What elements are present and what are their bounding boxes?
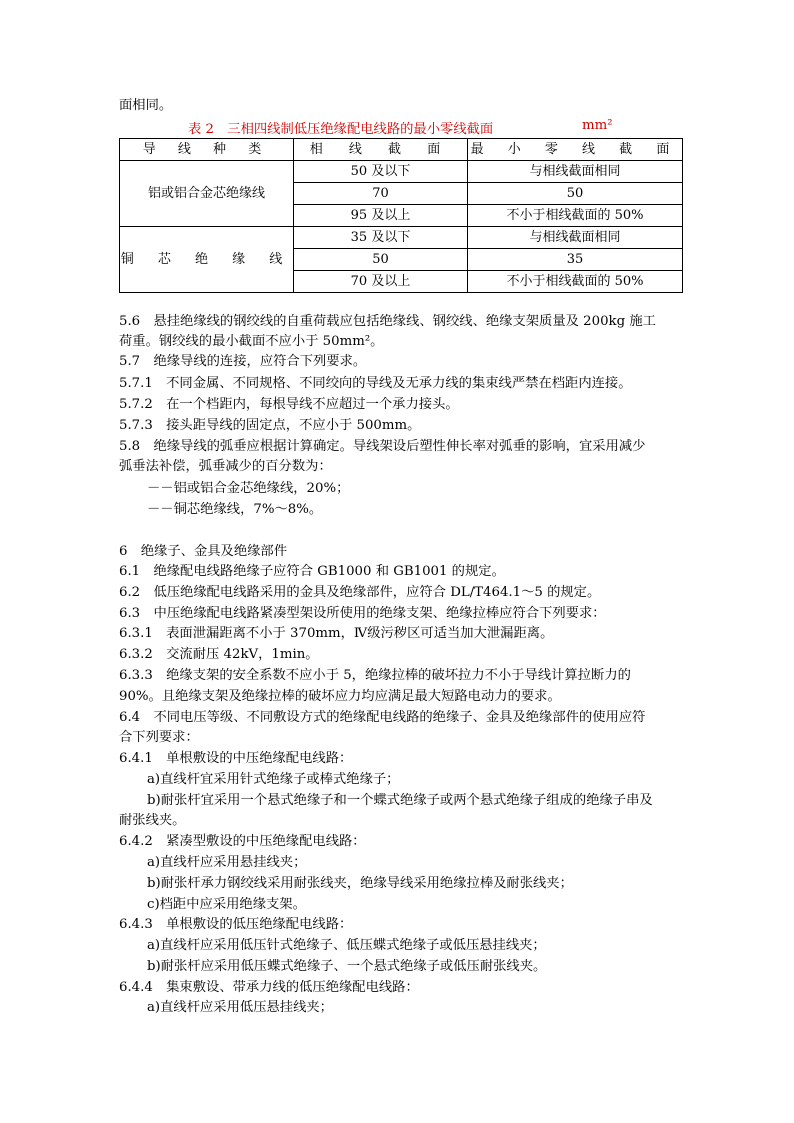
conductor-type-cell: 铜 芯 绝 缘 线 xyxy=(120,227,294,293)
paragraph-line: 6.2 低压绝缘配电线路采用的金具及绝缘部件，应符合 DL/T464.1～5 的规定。 xyxy=(119,585,601,600)
paragraph-line: 5.7.2 在一个档距内，每根导线不应超过一个承力接头。 xyxy=(119,397,459,412)
table-row xyxy=(120,161,683,183)
paragraph-line: 5.7.3 接头距导线的固定点，不应小于 500mm。 xyxy=(119,418,421,433)
paragraph-line: 6.4.2 紧凑型敷设的中压绝缘配电线路： xyxy=(119,834,366,849)
paragraph-line: b)耐张杆应采用低压蝶式绝缘子、一个悬式绝缘子或低压耐张线夹。 xyxy=(147,959,547,974)
paragraph-line: 6.1 绝缘配电线路绝缘子应符合 GB1000 和 GB1001 的规定。 xyxy=(119,564,505,579)
paragraph-line: 合下列要求： xyxy=(119,730,199,745)
paragraph-line: 6.4.4 集束敷设、带承力线的低压绝缘配电线路： xyxy=(119,980,419,995)
phase-section-cell: 95 及以上 xyxy=(294,205,468,227)
paragraph-line: b)耐张杆宜采用一个悬式绝缘子和一个蝶式绝缘子或两个悬式绝缘子组成的绝缘子串及 xyxy=(147,793,653,808)
paragraph-line: c)档距中应采用绝缘支架。 xyxy=(147,897,306,912)
phase-section-cell: 50 xyxy=(294,249,468,271)
paragraph-line: 弧垂法补偿，弧垂减少的百分数为： xyxy=(119,459,332,474)
paragraph-line: b)耐张杆承力钢绞线采用耐张线夹，绝缘导线采用绝缘拉棒及耐张线夹； xyxy=(147,876,573,891)
neutral-section-cell: 50 xyxy=(468,183,683,205)
paragraph-line: a)直线杆宜采用针式绝缘子或棒式绝缘子； xyxy=(147,772,400,787)
table-header-row xyxy=(120,139,683,161)
paragraph-line: 5.7.1 不同金属、不同规格、不同绞向的导线及无承力线的集束线严禁在档距内连接。 xyxy=(119,376,632,391)
neutral-section-cell: 不小于相线截面的 50% xyxy=(468,205,683,227)
neutral-section-cell: 不小于相线截面的 50% xyxy=(468,271,683,293)
paragraph-line: 5.8 绝缘导线的弧垂应根据计算确定。导线架设后塑性伸长率对弧垂的影响，宜采用减少 xyxy=(119,439,646,454)
paragraph-line: 6.4 不同电压等级、不同敷设方式的绝缘配电线路的绝缘子、金具及绝缘部件的使用应符 xyxy=(119,710,646,725)
phase-section-cell: 70 xyxy=(294,183,468,205)
paragraph-line: 5.6 悬挂绝缘线的钢绞线的自重荷载应包括绝缘线、钢绞线、绝缘支架质量及 200kg 施工 xyxy=(119,314,656,329)
paragraph-line: a)直线杆应采用低压悬挂线夹； xyxy=(147,1000,333,1015)
neutral-section-cell: 与相线截面相同 xyxy=(468,227,683,249)
paragraph-line: a)直线杆应采用悬挂线夹； xyxy=(147,855,307,870)
header-phase-section: 相 线 截 面 xyxy=(294,139,468,161)
phase-section-cell: 70 及以上 xyxy=(294,271,468,293)
min-neutral-section-table xyxy=(119,138,683,293)
paragraph-line: a)直线杆应采用低压针式绝缘子、低压蝶式绝缘子或低压悬挂线夹； xyxy=(147,938,546,953)
table-unit: mm² xyxy=(582,118,613,133)
paragraph-line: 90%。且绝缘支架及绝缘拉棒的破坏应力均应满足最大短路电动力的要求。 xyxy=(119,689,561,704)
paragraph-line: 6.4.1 单根敷设的中压绝缘配电线路： xyxy=(119,751,353,766)
neutral-section-cell: 与相线截面相同 xyxy=(468,161,683,183)
phase-section-cell: 35 及以下 xyxy=(294,227,468,249)
paragraph-line: 耐张线夹。 xyxy=(119,813,186,828)
paragraph-line: 6.3.3 绝缘支架的安全系数不应小于 5，绝缘拉棒的破坏拉力不小于导线计算拉断力的 xyxy=(119,668,631,683)
table-title: 表 2 三相四线制低压绝缘配电线路的最小零线截面 xyxy=(188,122,494,137)
table-row xyxy=(120,227,683,249)
header-conductor-type: 导 线 种 类 xyxy=(120,139,294,161)
paragraph-line: 6.3 中压绝缘配电线路紧凑型架设所使用的绝缘支架、绝缘拉棒应符合下列要求： xyxy=(119,606,606,621)
paragraph-line: 荷重。钢绞线的最小截面不应小于 50mm²。 xyxy=(119,334,384,349)
neutral-section-cell: 35 xyxy=(468,249,683,271)
intro-line: 面相同。 xyxy=(119,98,173,113)
section-heading: 6 绝缘子、金具及绝缘部件 xyxy=(119,544,288,559)
paragraph-line: 6.3.2 交流耐压 42kV，1min。 xyxy=(119,647,319,662)
paragraph-line: －－铝或铝合金芯绝缘线，20%； xyxy=(147,481,350,496)
table-caption xyxy=(188,118,613,137)
conductor-type-cell: 铝或铝合金芯绝缘线 xyxy=(120,161,294,227)
paragraph-line: 5.7 绝缘导线的连接，应符合下列要求。 xyxy=(119,354,367,369)
paragraph-line: －－铜芯绝缘线，7%～8%。 xyxy=(147,502,323,517)
paragraph-line: 6.4.3 单根敷设的低压绝缘配电线路： xyxy=(119,917,353,932)
phase-section-cell: 50 及以下 xyxy=(294,161,468,183)
paragraph-line: 6.3.1 表面泄漏距离不小于 370mm，Ⅳ级污秽区可适当加大泄漏距离。 xyxy=(119,626,554,641)
header-min-neutral-section: 最 小 零 线 截 面 xyxy=(468,139,683,161)
